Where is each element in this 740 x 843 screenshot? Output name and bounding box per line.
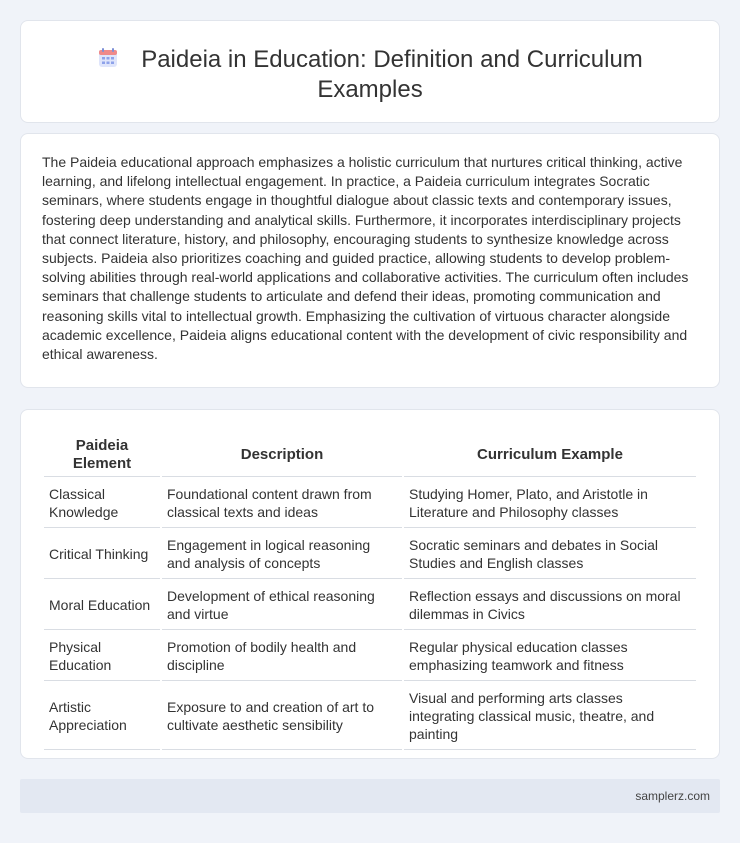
table-row [44,581,696,630]
intro-card [20,133,720,388]
cell-description: Development of ethical reasoning and virtue [162,581,402,630]
calendar-icon [97,47,119,69]
column-header-element: Paideia Element [44,433,160,477]
footer-site-link[interactable]: samplerz.com [635,789,710,803]
cell-example: Visual and performing arts classes integrating classical music, theatre, and painting [404,683,696,750]
cell-description: Promotion of bodily health and discipline [162,632,402,681]
column-header-example: Curriculum Example [404,433,696,477]
cell-example: Regular physical education classes emphasizing teamwork and fitness [404,632,696,681]
cell-example: Socratic seminars and debates in Social Studies and English classes [404,530,696,579]
table-row [44,683,696,750]
cell-example: Studying Homer, Plato, and Aristotle in Literature and Philosophy classes [404,479,696,528]
column-header-description: Description [162,433,402,477]
cell-example: Reflection essays and discussions on moral dilemmas in Civics [404,581,696,630]
cell-element: Artistic Appreciation [44,683,160,750]
table-row [44,632,696,681]
page-title [21,45,719,105]
table-card [20,409,720,759]
table-row [44,530,696,579]
cell-element: Classical Knowledge [44,479,160,528]
cell-description: Exposure to and creation of art to cultivate aesthetic sensibility [162,683,402,750]
footer-bar [20,779,720,813]
intro-paragraph: The Paideia educational approach emphasizes a holistic curriculum that nurtures critical thinking, active learning, and lifelong intellectual engagement. In practice, a Paideia curriculum integrates Socratic seminars, where students engage in thoughtful dialogue about classic texts and contemporary issues, fostering deep understanding and analytical skills. Furthermore, it incorporates interdisciplinary projects that connect literature, history, and philosophy, encouraging students to synthesize knowledge across subjects. Paideia also prioritizes coaching and guided practice, allowing students to develop problem-solving abilities through real-world applications and collaborative activities. The curriculum often includes seminars that challenge students to articulate and defend their ideas, promoting communication and reasoning skills vital to intellectual growth. Emphasizing the cultivation of virtuous character alongside academic excellence, Paideia aligns educational content with the development of civic responsibility and ethical awareness. [42,154,689,363]
cell-element: Moral Education [44,581,160,630]
table-header-row [44,433,696,477]
paideia-table [42,431,698,752]
cell-element: Critical Thinking [44,530,160,579]
cell-description: Engagement in logical reasoning and analysis of concepts [162,530,402,579]
title-card [20,20,720,123]
cell-element: Physical Education [44,632,160,681]
cell-description: Foundational content drawn from classical texts and ideas [162,479,402,528]
table-row [44,479,696,528]
page-title-text: Paideia in Education: Definition and Curriculum Examples [141,46,643,103]
